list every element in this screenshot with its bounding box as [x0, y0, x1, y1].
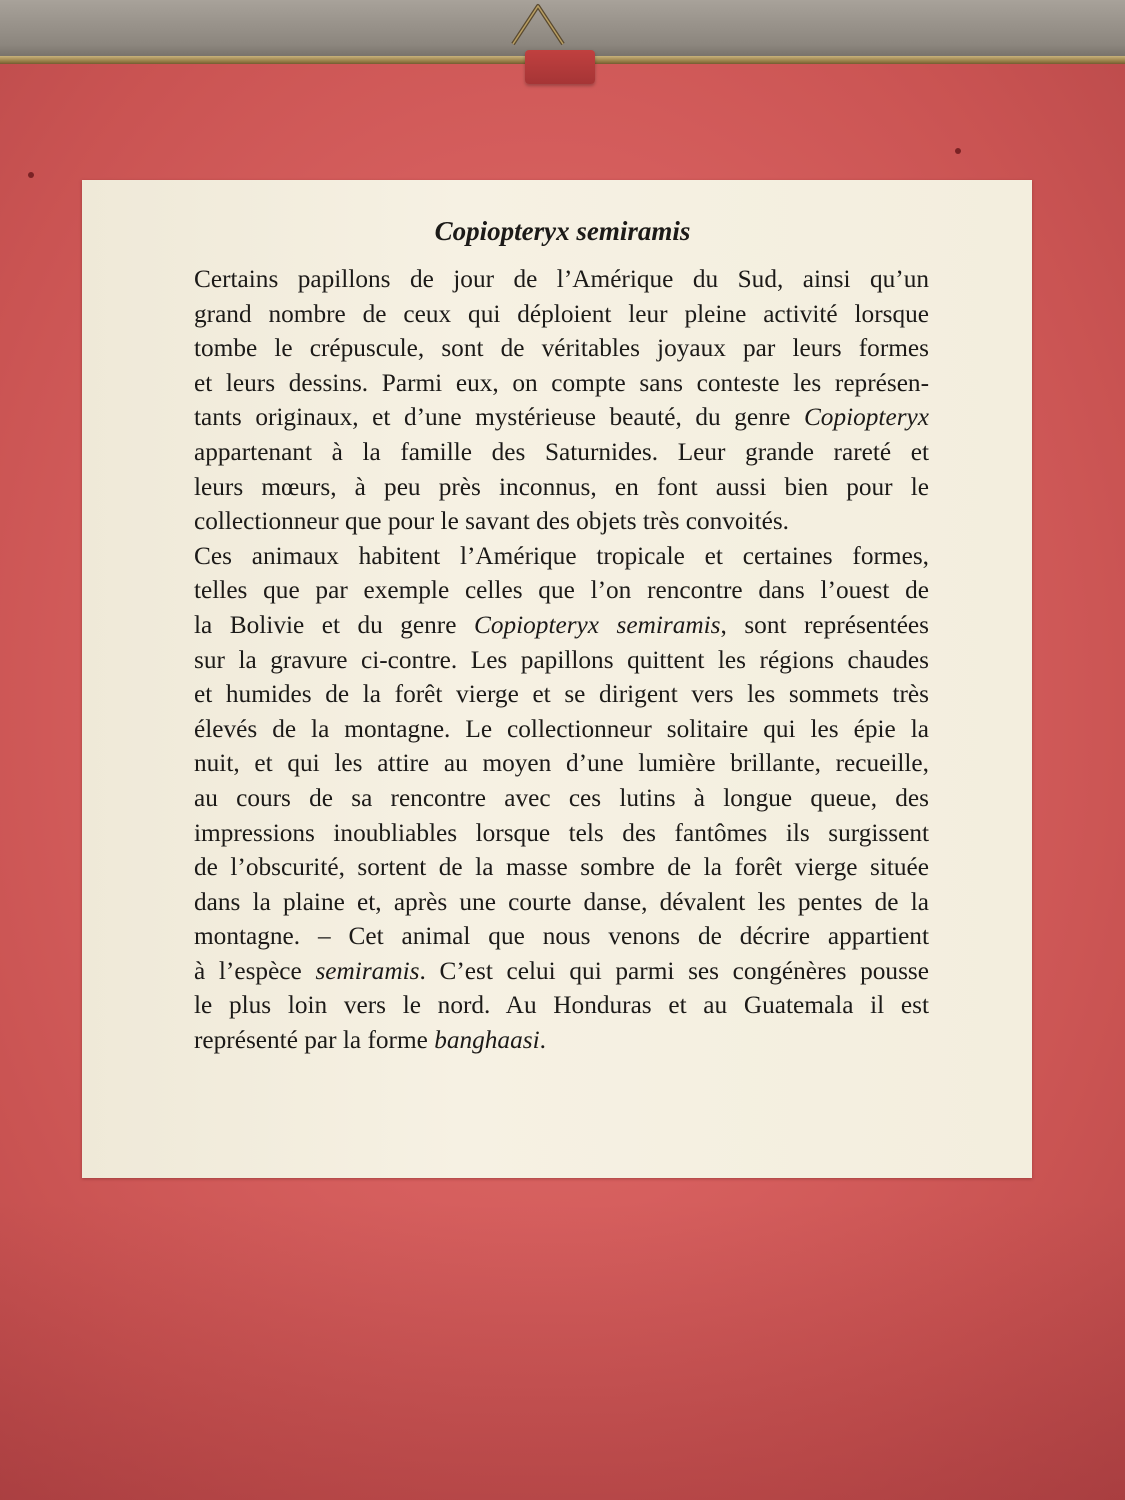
species-name: Copiopteryx semiramis	[473, 610, 721, 639]
text-line	[194, 1023, 929, 1058]
board-shadow	[0, 1200, 1125, 1500]
text-line: au cours de sa rencontre avec ces lutins à longue queue, des	[194, 783, 929, 812]
text-run: la Bolivie et du genre	[194, 610, 474, 639]
text-line: appartenant à la famille des Saturnides. Leur grande rareté et	[194, 437, 929, 466]
pin-hole	[28, 172, 34, 178]
text-line: de l’obscurité, sortent de la masse sombre de la forêt vierge située	[194, 853, 929, 882]
text-run: à l’espèce	[194, 956, 316, 985]
text-run: . C’est celui qui parmi ses congénères pousse	[419, 956, 929, 985]
text-line	[194, 400, 929, 435]
text-line: et leurs dessins. Parmi eux, on compte sans conteste les représen-	[194, 368, 929, 397]
text-line: sur la gravure ci-contre. Les papillons quittent les régions chaudes	[194, 645, 929, 674]
text-line: montagne. – Cet animal que nous venons de décrire appartient	[194, 922, 929, 951]
text-line: telles que par exemple celles que l’on rencontre dans l’ouest de	[194, 576, 929, 605]
text-line: nuit, et qui les attire au moyen d’une lumière brillante, recueille,	[194, 749, 929, 778]
text-line: leurs mœurs, à peu près inconnus, en font aussi bien pour le	[194, 472, 929, 501]
text-run: représenté par la forme	[194, 1026, 435, 1055]
text-line: et humides de la forêt vierge et se dirigent vers les sommets très	[194, 680, 929, 709]
species-name: semiramis	[315, 956, 420, 985]
text-line: tombe le crépuscule, sont de véritables joyaux par leurs formes	[194, 334, 929, 363]
text-line	[194, 954, 929, 989]
label-title: Copiopteryx semiramis	[434, 216, 691, 246]
text-line: Ces animaux habitent l’Amérique tropicale et certaines formes,	[194, 541, 929, 570]
text-run: tants originaux, et d’une mystérieuse beauté, du genre	[194, 403, 804, 432]
pin-hole	[955, 148, 961, 154]
text-line: élevés de la montagne. Le collectionneur solitaire qui les épie la	[194, 714, 929, 743]
label-body-text	[194, 262, 929, 1058]
text-line: le plus loin vers le nord. Au Honduras et au Guatemala il est	[194, 991, 929, 1020]
wire-hanger-icon	[505, 0, 571, 46]
text-line: collectionneur que pour le savant des objets très convoités.	[194, 507, 790, 536]
text-line: dans la plaine et, après une courte danse, dévalent les pentes de la	[194, 887, 929, 916]
hanger-mount-plate	[525, 50, 595, 84]
genus-name: Copiopteryx	[803, 403, 929, 432]
text-run: , sont représentées	[720, 610, 930, 639]
text-line: Certains papillons de jour de l’Amérique du Sud, ainsi qu’un	[194, 265, 929, 293]
text-line	[194, 608, 929, 643]
form-name: banghaasi	[434, 1026, 540, 1055]
text-run: .	[539, 1026, 546, 1055]
text-line: impressions inoubliables lorsque tels des fantômes ils surgissent	[194, 818, 929, 847]
text-line: grand nombre de ceux qui déploient leur pleine activité lorsque	[194, 299, 929, 328]
